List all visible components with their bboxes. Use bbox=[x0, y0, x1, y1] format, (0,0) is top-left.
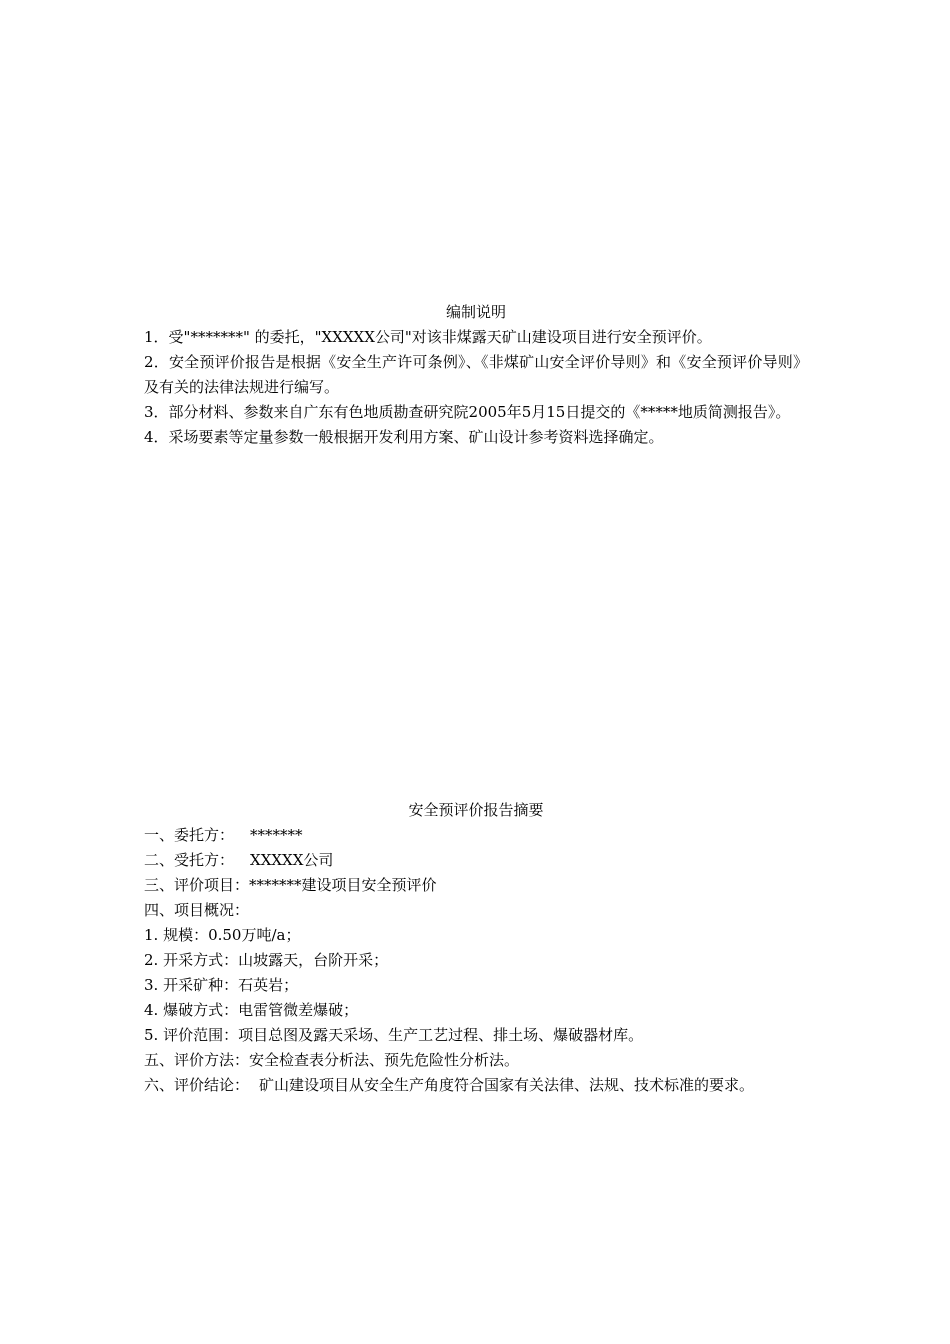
contractor-value: XXXXX公司 bbox=[250, 851, 334, 869]
summary-section bbox=[144, 798, 808, 1098]
note-item-1: 1．受"*******" 的委托，"XXXXX公司"对该非煤露天矿山建设项目进行安全预评价。 bbox=[144, 328, 712, 346]
client-label: 一、委托方： bbox=[144, 826, 235, 844]
conclusion-value: 矿山建设项目从安全生产角度符合国家有关法律、法规、技术标准的要求。 bbox=[259, 1076, 755, 1094]
overview-item-4: 4. 爆破方式：电雷管微差爆破； bbox=[144, 1001, 359, 1019]
overview-label: 四、项目概况： bbox=[144, 901, 250, 919]
client-value: ******* bbox=[250, 826, 303, 844]
overview-item-5: 5. 评价范围：项目总图及露天采场、生产工艺过程、排土场、爆破器材库。 bbox=[144, 1026, 644, 1044]
method-line: 五、评价方法：安全检查表分析法、预先危险性分析法。 bbox=[144, 1051, 520, 1069]
contractor-line bbox=[144, 848, 808, 873]
compilation-notes-section bbox=[144, 300, 808, 450]
conclusion-label: 六、评价结论： bbox=[144, 1076, 250, 1094]
overview-item-3: 3. 开采矿种：石英岩； bbox=[144, 976, 299, 994]
summary-title: 安全预评价报告摘要 bbox=[408, 801, 544, 819]
overview-item-2: 2. 开采方式：山坡露天，台阶开采； bbox=[144, 951, 389, 969]
project-line: 三、评价项目：*******建设项目安全预评价 bbox=[144, 876, 437, 894]
compilation-notes-title: 编制说明 bbox=[445, 303, 506, 321]
overview-item-1: 1. 规模：0.50万吨/a； bbox=[144, 926, 301, 944]
note-item-2: 2．安全预评价报告是根据《安全生产许可条例》、《非煤矿山安全评价导则》和《安全预评价导则》及有关的法律法规进行编写。 bbox=[144, 353, 808, 396]
conclusion-line bbox=[144, 1073, 808, 1098]
contractor-label: 二、受托方： bbox=[144, 851, 235, 869]
note-item-4: 4．采场要素等定量参数一般根据开发利用方案、矿山设计参考资料选择确定。 bbox=[144, 428, 664, 446]
note-item-3: 3．部分材料、参数来自广东有色地质勘查研究院2005年5月15日提交的《*****地质简测报告》。 bbox=[144, 403, 791, 421]
client-line bbox=[144, 823, 808, 848]
